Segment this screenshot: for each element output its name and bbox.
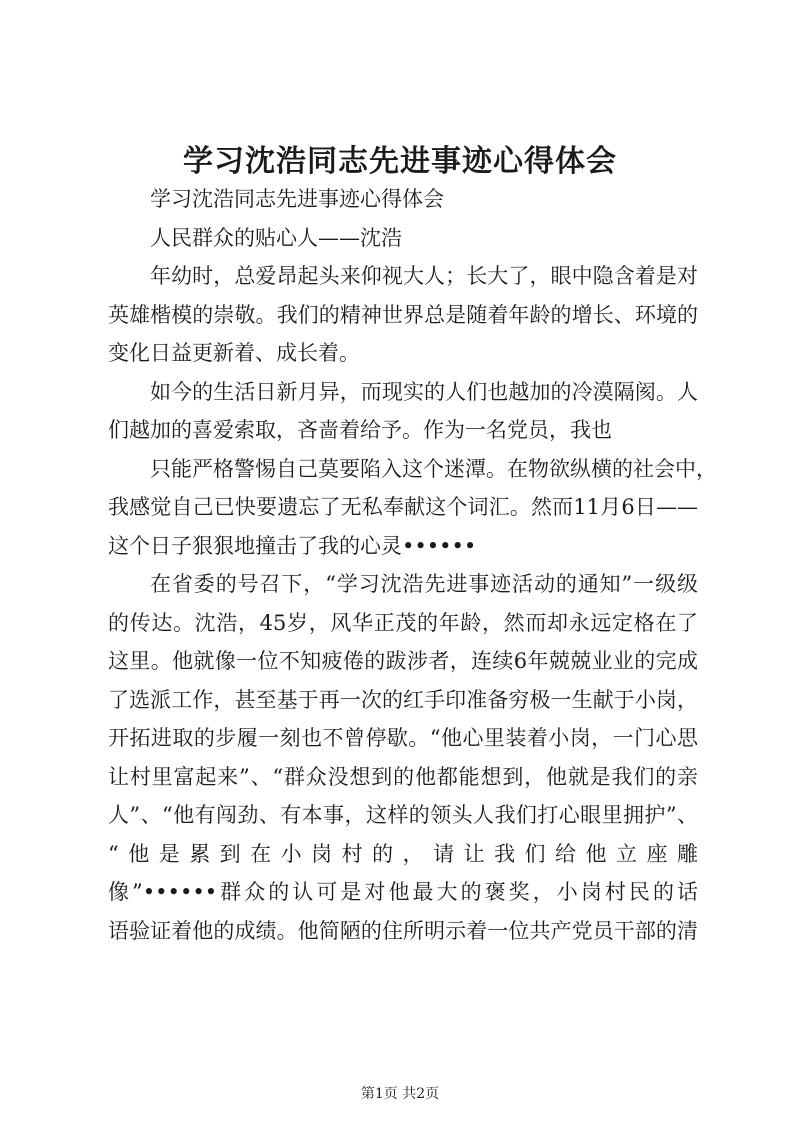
page-footer: 第1页 共2页 (360, 1086, 440, 1102)
text-line: 人”、“他有闯劲、有本事，这样的领头人我们打心眼里拥护”、 (108, 803, 698, 827)
text-line: 英雄楷模的崇敬。我们的精神世界总是随着年龄的增长、环境的 (108, 302, 698, 327)
text-line: 年幼时，总爱昂起头来仰视大人；长大了，眼中隐含着是对 (150, 264, 698, 288)
text-line: 的传达。沈浩，45岁，风华正茂的年龄，然而却永远定格在了 (108, 610, 698, 635)
text-line: 只能严格警惕自己莫要陷入这个迷潭。在物欲纵横的社会中， (150, 456, 717, 481)
text-line: 们越加的喜爱索取，吝啬着给予。作为一名党员，我也 (108, 418, 612, 442)
text-line: 变化日益更新着、成长着。 (108, 341, 360, 365)
text-line: 语验证着他的成绩。他简陋的住所明示着一位共产党员干部的清 (108, 918, 698, 943)
document-title: 学习沈浩同志先进事迹心得体会 (183, 144, 617, 179)
text-line: 我感觉自己已快要遗忘了无私奉献这个词汇。然而11月6日—— (108, 495, 698, 519)
text-line: 这里。他就像一位不知疲倦的跋涉者，连续6年兢兢业业的完成 (108, 649, 698, 673)
text-line: 开拓进取的步履一刻也不曾停歇。“他心里装着小岗，一门心思 (108, 726, 698, 750)
text-line: 学习沈浩同志先进事迹心得体会 (150, 187, 444, 211)
text-line: “他是累到在小岗村的，请让我们给他立座雕 (108, 841, 698, 866)
document-body (108, 180, 717, 950)
text-line: 这个日子狠狠地撞击了我的心灵•••••• (108, 533, 477, 558)
text-line: 让村里富起来”、“群众没想到的他都能想到，他就是我们的亲 (108, 764, 698, 789)
text-line: 像”••••••群众的认可是对他最大的褒奖，小岗村民的话 (108, 880, 698, 904)
text-line: 在省委的号召下，“学习沈浩先进事迹活动的通知”一级级 (150, 572, 698, 596)
text-line: 了选派工作，甚至基于再一次的红手印准备穷极一生献于小岗， (108, 687, 698, 712)
text-line: 如今的生活日新月异，而现实的人们也越加的冷漠隔阂。人 (150, 379, 698, 404)
text-line: 人民群众的贴心人——沈浩 (150, 225, 402, 250)
